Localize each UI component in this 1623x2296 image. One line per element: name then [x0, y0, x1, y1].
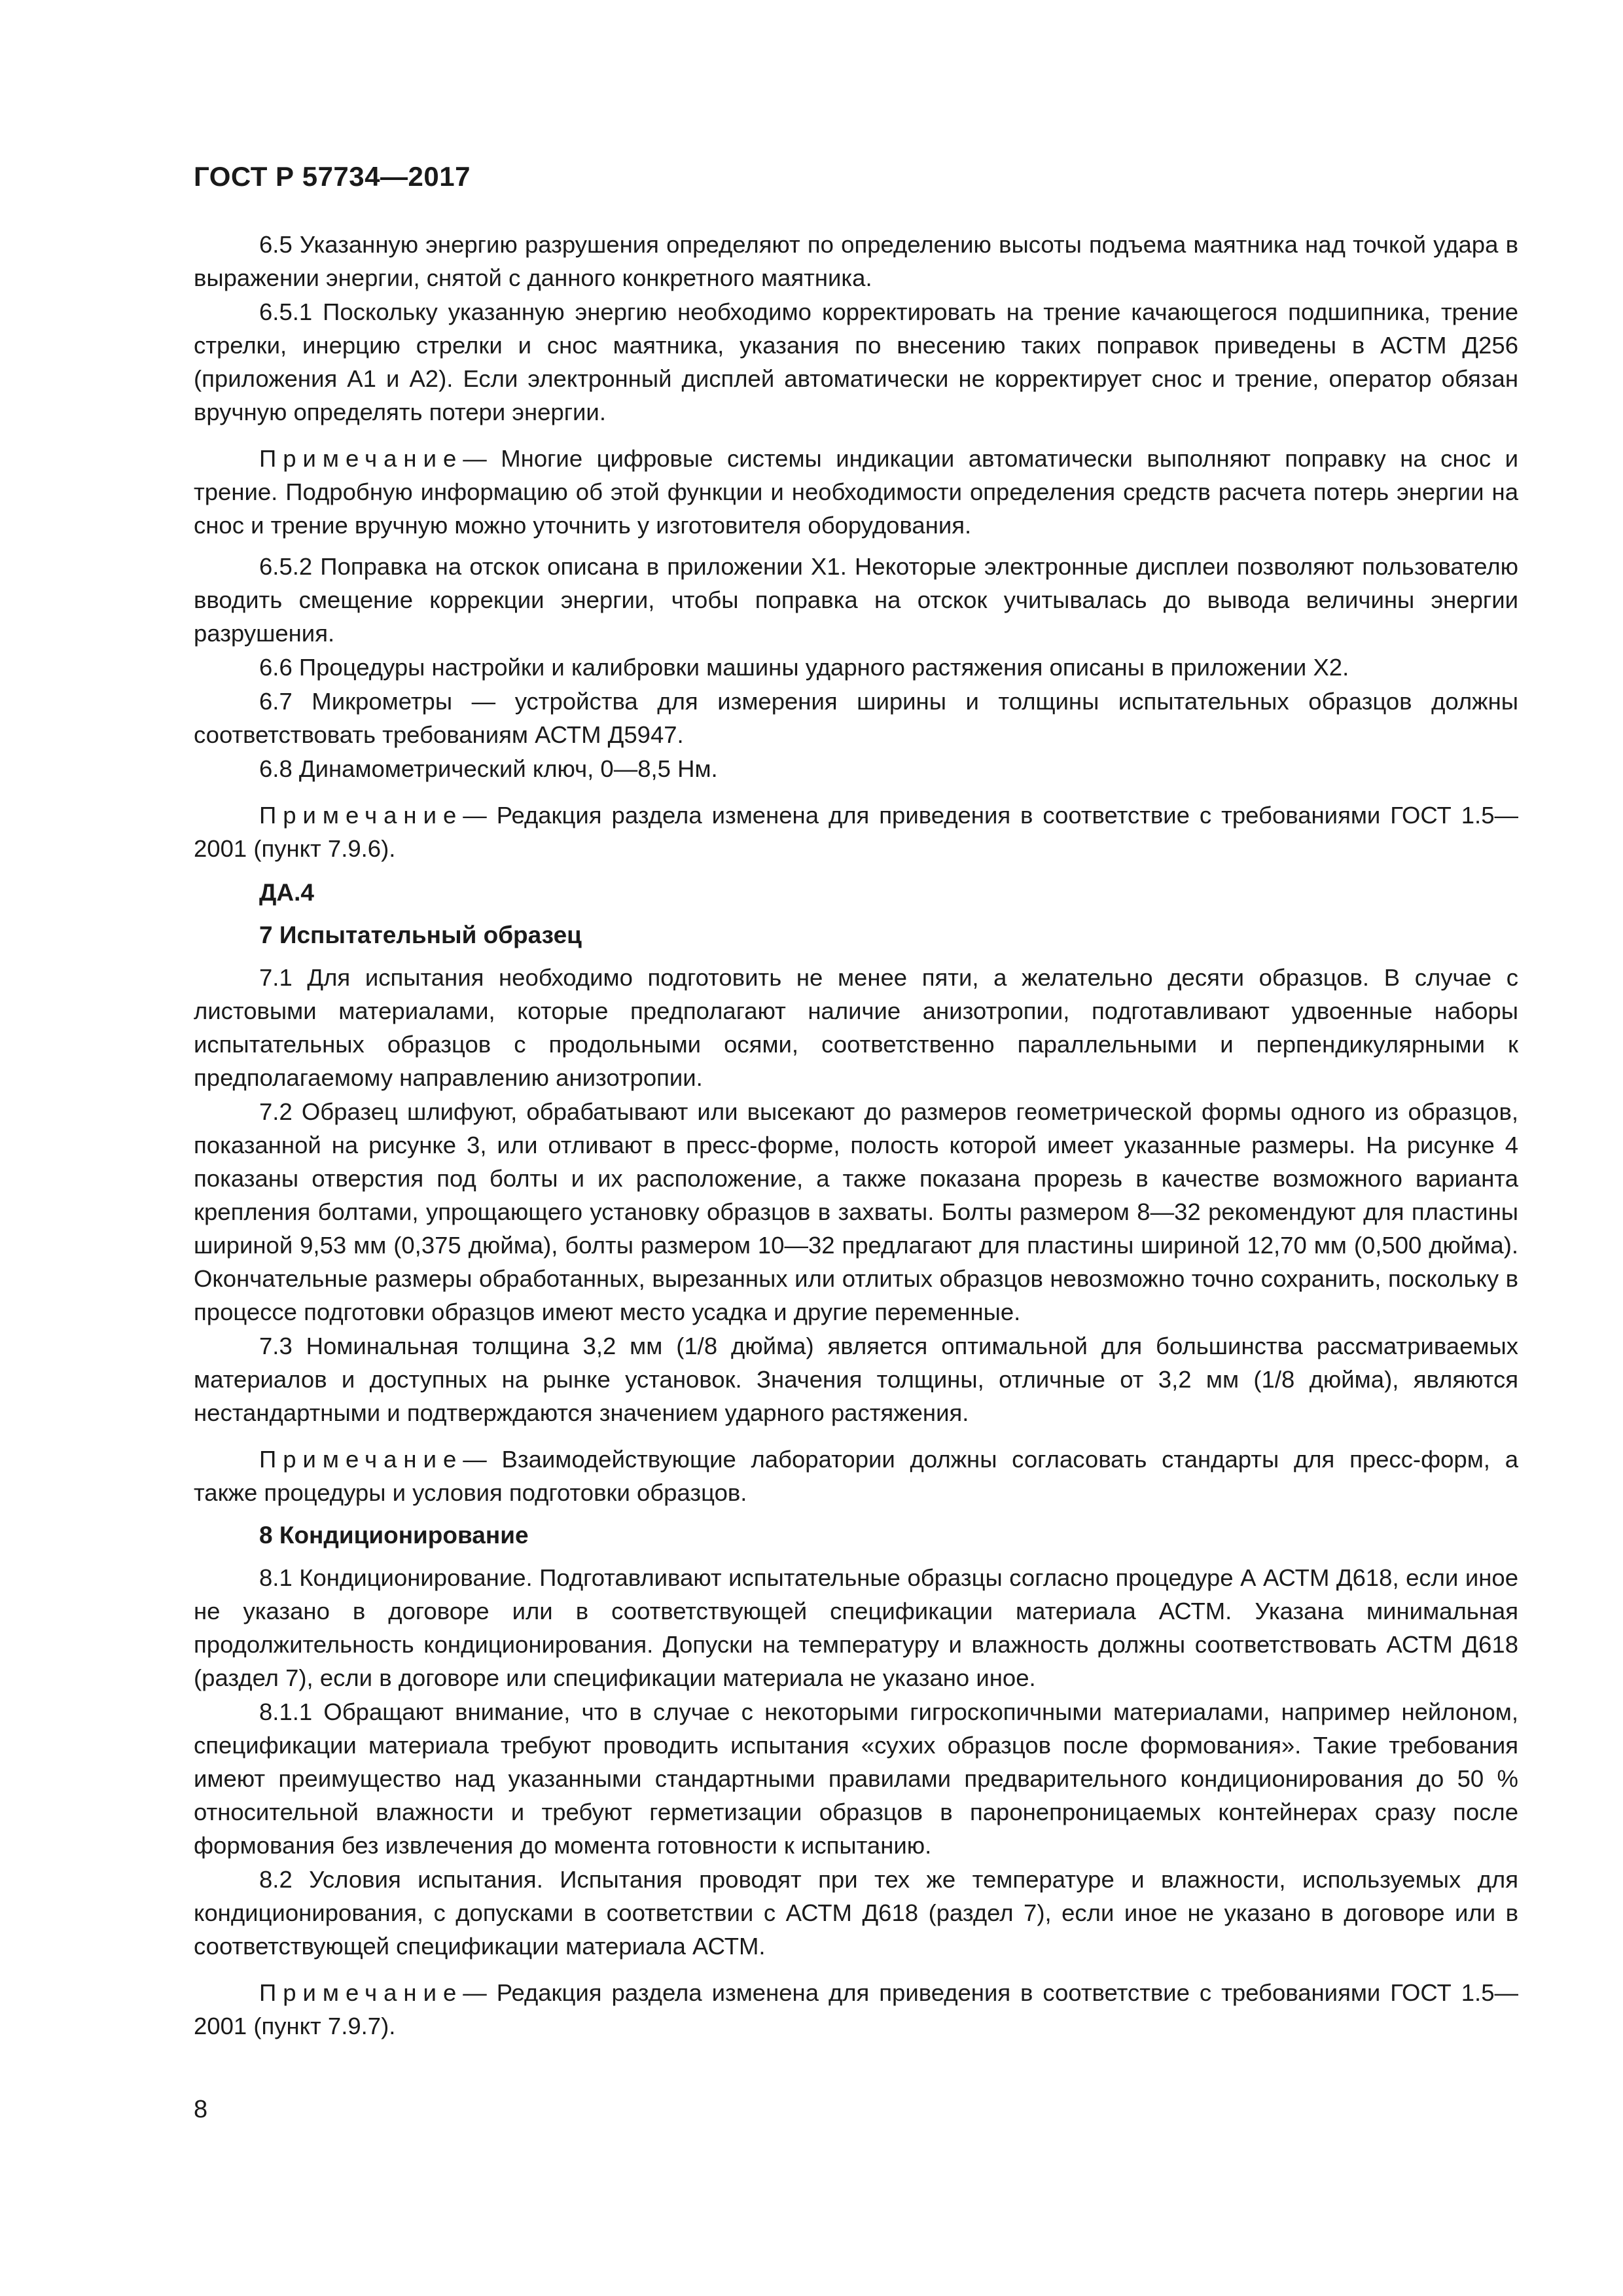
heading-section-8: 8 Кондиционирование	[259, 1522, 529, 1549]
note-label: Примечание	[259, 1979, 463, 2006]
paragraph-7-3: 7.3 Номинальная толщина 3,2 мм (1/8 дюйма) является оптимальной для большинства рассматриваемых материалов и доступных на рынке установок. Значения толщины, отличные от 3,2 мм (1/8 дюйма), являются нестандартными и подтверждаются значением ударного растяжения.	[194, 1333, 1518, 1426]
note-text: — Редакция раздела изменена для приведения в соответствие с требованиями ГОСТ 1.5—2001 (пункт 7.9.7).	[194, 1979, 1518, 2039]
heading-section-7: 7 Испытательный образец	[259, 922, 582, 948]
paragraph-8-1: 8.1 Кондиционирование. Подготавливают испытательные образцы согласно процедуре А АСТМ Д618, если иное не указано в договоре или в соответствующей спецификации материала АСТМ. Указана минимальная продолжительность кондиционирования. Допуски на температуру и влажность должны соответствовать АСТМ Д618 (раздел 7), если в договоре или спецификации материала не указано иное.	[194, 1564, 1518, 1691]
paragraph-7-1: 7.1 Для испытания необходимо подготовить не менее пяти, а желательно десяти образцов. В случае с листовыми материалами, которые предполагают наличие анизотропии, подготавливают удвоенные наборы испытательных образцов с продольными осями, соответственно параллельными и перпендикулярными к предполагаемому направлению анизотропии.	[194, 964, 1518, 1091]
note-label: Примечание	[259, 802, 463, 829]
note-3	[194, 1443, 1518, 1509]
paragraph-6-8: 6.8 Динамометрический ключ, 0—8,5 Нм.	[259, 755, 718, 782]
note-label: Примечание	[259, 1446, 463, 1473]
paragraph-6-5-1: 6.5.1 Поскольку указанную энергию необходимо корректировать на трение качающегося подшипника, трение стрелки, инерцию стрелки и снос маятника, указания по внесению таких поправок приведены в АСТМ Д256 (приложения А1 и А2). Если электронный дисплей автоматически не корректирует снос и трение, оператор обязан вручную определять потери энергии.	[194, 298, 1518, 425]
note-text: — Многие цифровые системы индикации автоматически выполняют поправку на снос и трение. Подробную информацию об этой функции и необходимости определения средств расчета потерь энергии на снос и трение вручную можно уточнить у изготовителя оборудования.	[194, 445, 1518, 539]
note-2	[194, 798, 1518, 865]
note-4	[194, 1976, 1518, 2043]
paragraph-6-5-2: 6.5.2 Поправка на отскок описана в приложении Х1. Некоторые электронные дисплеи позволяют пользователю вводить смещение коррекции энергии, чтобы поправка на отскок учитывалась до вывода величины энергии разрушения.	[194, 553, 1518, 647]
heading-appendix-da4: ДА.4	[259, 879, 314, 906]
document-body	[194, 228, 1518, 2051]
note-text: — Взаимодействующие лаборатории должны согласовать стандарты для пресс-форм, а также процедуры и условия подготовки образцов.	[194, 1446, 1518, 1506]
document-header-title: ГОСТ Р 57734—2017	[194, 161, 471, 192]
paragraph-8-1-1: 8.1.1 Обращают внимание, что в случае с некоторыми гигроскопичными материалами, например нейлоном, спецификации материала требуют проводить испытания «сухих образцов после формования». Такие требования имеют преимущество над указанными стандартными правилами предварительного кондиционирования до 50 % относительной влажности и требуют герметизации образцов в паронепроницаемых контейнерах сразу после формования без извлечения до момента готовности к испытанию.	[194, 1698, 1518, 1859]
note-label: Примечание	[259, 445, 463, 472]
paragraph-6-5: 6.5 Указанную энергию разрушения определяют по определению высоты подъема маятника над точкой удара в выражении энергии, снятой с данного конкретного маятника.	[194, 231, 1518, 291]
note-1	[194, 442, 1518, 542]
paragraph-6-6: 6.6 Процедуры настройки и калибровки машины ударного растяжения описаны в приложении Х2.	[259, 654, 1349, 681]
note-text: — Редакция раздела изменена для приведения в соответствие с требованиями ГОСТ 1.5—2001 (пункт 7.9.6).	[194, 802, 1518, 862]
paragraph-8-2: 8.2 Условия испытания. Испытания проводят при тех же температуре и влажности, используемых для кондиционирования, с допусками в соответствии с АСТМ Д618 (раздел 7), если иное не указано в договоре или в соответствующей спецификации материала АСТМ.	[194, 1866, 1518, 1960]
page-number: 8	[194, 2096, 208, 2123]
paragraph-7-2: 7.2 Образец шлифуют, обрабатывают или высекают до размеров геометрической формы одного из образцов, показанной на рисунке 3, или отливают в пресс-форме, полость которой имеет указанные размеры. На рисунке 4 показаны отверстия под болты и их расположение, а также показана прорезь в качестве возможного варианта крепления болтами, упрощающего установку образцов в захваты. Болты размером 8—32 рекомендуют для пластины шириной 9,53 мм (0,375 дюйма), болты размером 10—32 предлагают для пластины шириной 12,70 мм (0,500 дюйма). Окончательные размеры обработанных, вырезанных или отлитых образцов невозможно точно сохранить, поскольку в процессе подготовки образцов имеют место усадка и другие переменные.	[194, 1098, 1518, 1325]
paragraph-6-7: 6.7 Микрометры — устройства для измерения ширины и толщины испытательных образцов должны соответствовать требованиям АСТМ Д5947.	[194, 688, 1518, 748]
